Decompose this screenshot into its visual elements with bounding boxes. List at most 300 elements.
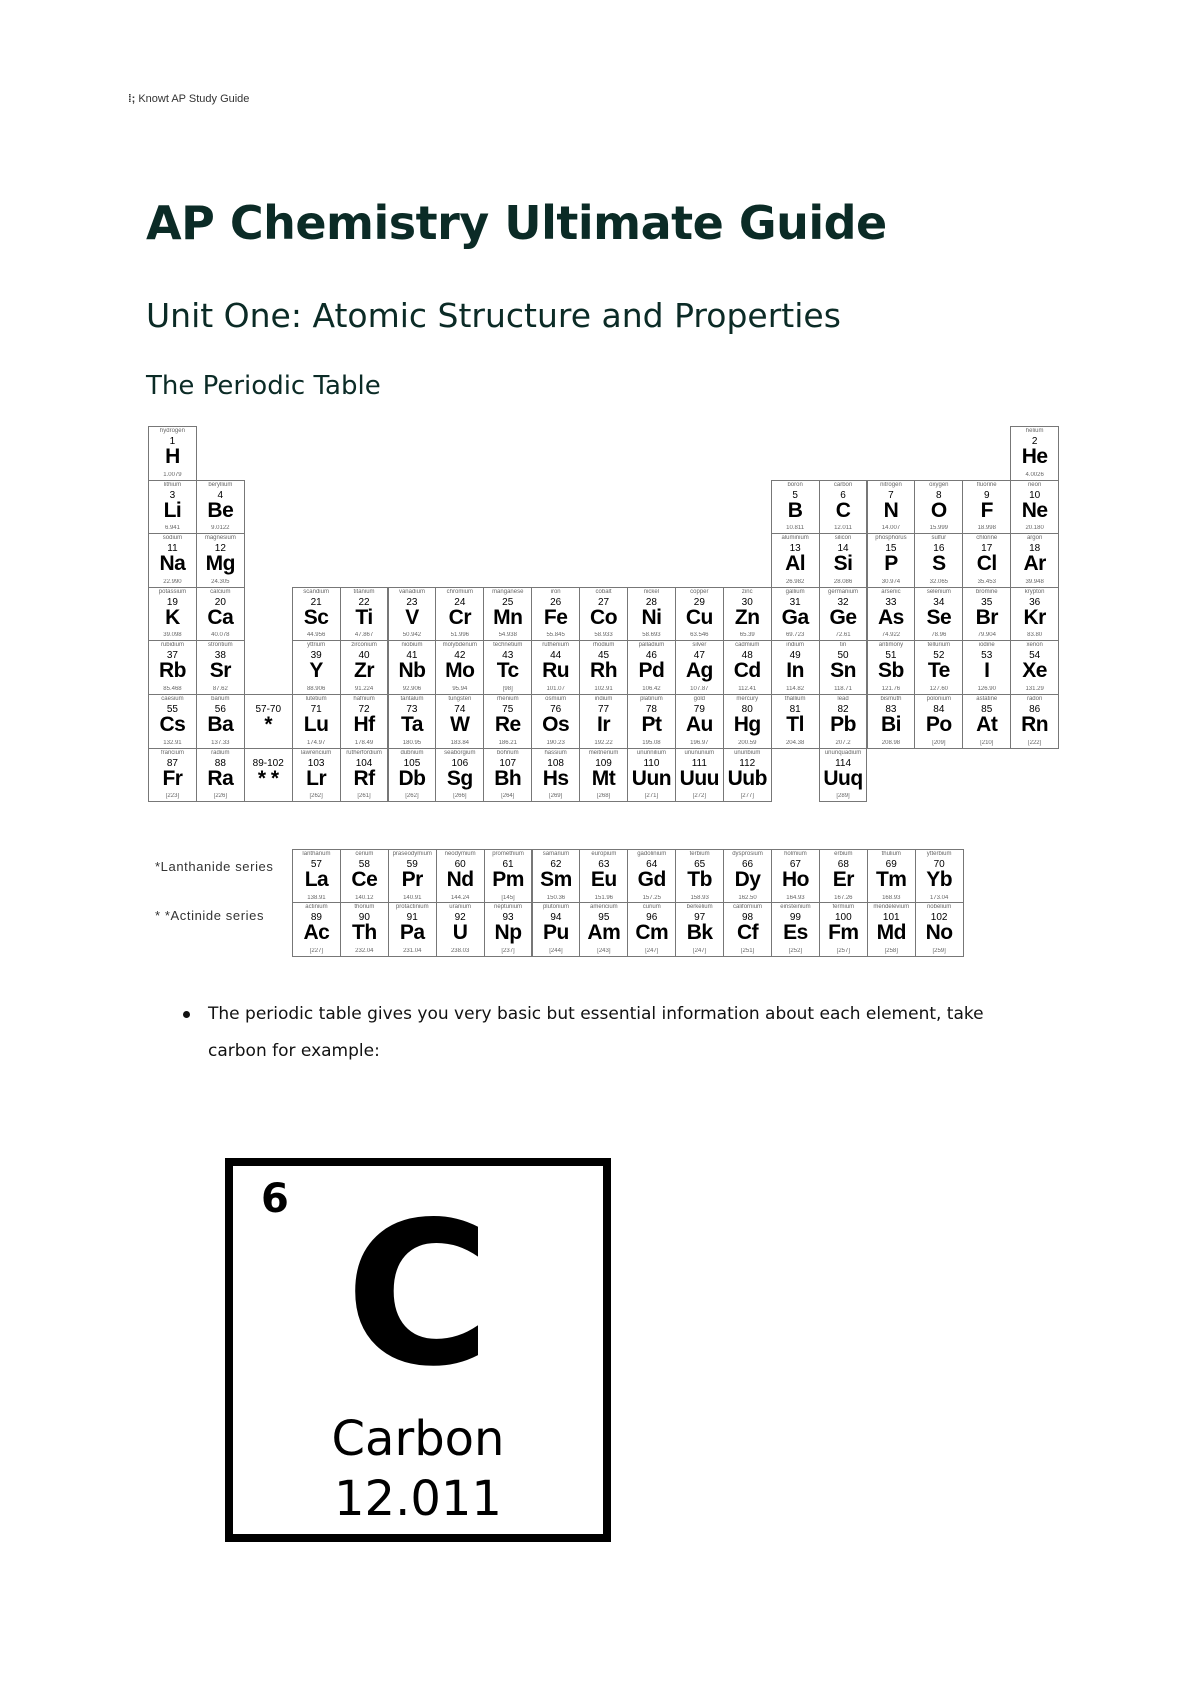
element-mass: [210]: [980, 739, 994, 746]
element-symbol: Ni: [641, 605, 662, 629]
element-mass: 151.96: [594, 894, 614, 901]
element-symbol: S: [932, 552, 946, 576]
element-symbol: Fr: [162, 766, 183, 790]
element-cell-97: [675, 902, 724, 957]
element-symbol: Pd: [638, 659, 665, 683]
element-cell-86: [1010, 694, 1059, 749]
element-name: neon: [1027, 481, 1042, 488]
element-symbol: Ca: [207, 605, 234, 629]
element-cell-23: [388, 587, 437, 642]
element-mass: 74.922: [881, 632, 901, 639]
element-name: zinc: [741, 588, 753, 595]
element-symbol: Uub: [727, 766, 767, 790]
element-number: 24: [454, 596, 466, 608]
element-mass: [266]: [453, 793, 467, 800]
element-symbol: Li: [163, 498, 182, 522]
element-number: 15: [885, 543, 897, 555]
element-number: 59: [406, 859, 418, 870]
element-number: 25: [502, 596, 514, 608]
element-symbol: No: [925, 921, 953, 944]
element-name: dubnium: [400, 749, 424, 756]
element-name: calcium: [210, 588, 231, 595]
element-name: hafnium: [353, 696, 375, 702]
element-name: ytterbium: [926, 851, 952, 857]
element-cell-65: [675, 849, 724, 904]
element-name: iron: [550, 588, 561, 595]
element-symbol: Hf: [353, 713, 375, 736]
element-number: 38: [214, 650, 226, 662]
element-mass: 168.93: [882, 894, 901, 901]
element-symbol: Kr: [1023, 605, 1046, 629]
element-symbol: Dy: [734, 868, 761, 891]
element-cell-56: [196, 694, 245, 749]
element-cell-96: [627, 902, 676, 957]
element-number: 8: [936, 489, 942, 501]
element-cell-48: [723, 640, 772, 695]
element-number: 71: [310, 704, 322, 715]
element-cell-18: [1010, 533, 1059, 588]
element-cell-37: [148, 640, 197, 695]
element-name: magnesium: [204, 535, 236, 542]
element-name: xenon: [1026, 642, 1043, 649]
element-symbol: La: [304, 868, 329, 891]
element-number: 90: [358, 912, 370, 923]
element-name: chlorine: [976, 535, 998, 542]
element-number: 32: [837, 596, 849, 608]
element-mass: [222]: [1027, 739, 1042, 746]
element-symbol: As: [878, 605, 904, 629]
element-cell-90: [340, 902, 389, 957]
element-cell-36: [1010, 587, 1059, 642]
element-mass: 51.996: [450, 632, 470, 639]
element-symbol: Uun: [631, 766, 672, 790]
element-mass: [268]: [596, 793, 611, 800]
element-cell-79: [675, 694, 724, 749]
element-symbol: Re: [494, 713, 521, 736]
element-cell-4: [196, 480, 245, 535]
element-number: 42: [454, 650, 466, 662]
element-mass: 72.61: [835, 632, 851, 639]
element-mass: 40.078: [211, 632, 230, 639]
element-mass: [226]: [213, 793, 228, 800]
element-name: niobium: [401, 642, 423, 649]
element-mass: 195.08: [642, 739, 661, 746]
element-name: thallium: [784, 696, 806, 702]
element-mass: 92.906: [402, 685, 422, 692]
element-symbol: Es: [783, 921, 808, 944]
element-symbol: Mg: [205, 552, 235, 576]
element-cell-31: [771, 587, 820, 642]
element-cell-57-70: [244, 694, 293, 749]
element-symbol: Ho: [781, 868, 809, 891]
element-mass: 208.98: [881, 739, 901, 746]
element-symbol: Lr: [306, 766, 327, 790]
element-mass: 137.33: [211, 739, 230, 746]
element-mass: 127.60: [929, 685, 949, 692]
element-cell-12: [196, 533, 245, 588]
element-mass: [261]: [357, 793, 371, 800]
element-number: 91: [406, 912, 418, 923]
element-cell-99: [771, 902, 820, 957]
element-name: helium: [1025, 428, 1044, 434]
element-mass: 174.97: [306, 739, 326, 746]
element-symbol: Pb: [830, 713, 856, 736]
element-name: technetium: [493, 642, 523, 649]
element-symbol: Er: [832, 868, 854, 891]
element-symbol: Te: [927, 659, 950, 683]
element-mass: [251]: [740, 947, 755, 954]
element-symbol: In: [786, 659, 804, 683]
element-cell-20: [196, 587, 245, 642]
element-cell-53: [962, 640, 1011, 695]
element-number: 6: [840, 489, 846, 501]
element-name: gallium: [785, 588, 805, 595]
element-symbol: Sc: [303, 605, 329, 629]
element-symbol: O: [930, 498, 947, 522]
element-name: polonium: [926, 696, 952, 702]
element-number: 109: [595, 757, 612, 769]
element-name: barium: [211, 696, 230, 702]
bullet-item: [183, 996, 1013, 1070]
element-name: vanadium: [398, 588, 425, 595]
element-symbol: Hs: [542, 766, 569, 790]
element-cell-103: [292, 748, 341, 803]
element-number: 20: [214, 596, 226, 608]
element-cell-9: [962, 480, 1011, 535]
element-symbol: Xe: [1022, 659, 1047, 683]
element-name: rutherfordium: [346, 749, 382, 756]
element-symbol: Pa: [399, 921, 425, 944]
element-cell-22: [340, 587, 389, 642]
element-symbol: Br: [975, 605, 998, 629]
element-name: tantalum: [400, 696, 424, 702]
element-mass: [264]: [501, 793, 515, 800]
element-symbol: Fe: [543, 605, 568, 629]
element-name: bromine: [975, 588, 998, 595]
element-cell-107: [483, 748, 532, 803]
element-mass: 190.23: [546, 739, 565, 746]
element-symbol: Na: [159, 552, 186, 576]
element-symbol: H: [165, 445, 180, 468]
element-name: tellurium: [927, 642, 951, 649]
element-name: potassium: [158, 588, 187, 595]
element-symbol: I: [984, 659, 990, 683]
element-cell-81: [771, 694, 820, 749]
element-symbol: Cm: [635, 921, 669, 944]
element-symbol: Tc: [496, 659, 519, 683]
element-mass: 118.71: [834, 685, 852, 692]
element-symbol: Ti: [355, 605, 373, 629]
element-cell-52: [914, 640, 963, 695]
element-cell-21: [292, 587, 341, 642]
element-symbol: Cr: [448, 605, 471, 629]
element-cell-40: [340, 640, 389, 695]
element-number: 39: [310, 650, 322, 662]
element-cell-2: [1010, 426, 1059, 481]
element-cell-105: [388, 748, 437, 803]
element-name: mercury: [736, 696, 759, 702]
element-symbol: Rb: [158, 659, 186, 683]
element-number: 17: [981, 543, 993, 555]
element-symbol: Ne: [1021, 498, 1048, 522]
element-mass: 83.80: [1027, 632, 1043, 639]
element-symbol: Bk: [686, 921, 713, 944]
element-number: 94: [550, 912, 562, 923]
element-name: fluorine: [976, 481, 997, 488]
element-number: 110: [643, 757, 660, 769]
element-name: cobalt: [595, 588, 612, 595]
element-symbol: Uuq: [823, 766, 863, 790]
element-symbol: Ar: [1023, 552, 1046, 576]
element-number: 96: [646, 912, 658, 923]
element-mass: 158.93: [690, 894, 709, 901]
element-number: 19: [166, 596, 178, 608]
element-cell-41: [388, 640, 437, 695]
element-name: nobelium: [926, 904, 952, 910]
element-name: nitrogen: [880, 481, 902, 488]
element-name: hassium: [544, 749, 567, 756]
element-name: promethium: [492, 851, 524, 857]
element-mass: 167.26: [834, 894, 853, 901]
element-name: erbium: [834, 851, 853, 857]
element-number: 57-70: [255, 704, 282, 715]
element-mass: 192.22: [594, 739, 613, 746]
element-mass: 26.982: [785, 578, 805, 585]
element-name: yttrium: [307, 642, 326, 649]
element-symbol: Cf: [736, 921, 759, 944]
element-name: terbium: [689, 851, 710, 857]
lanthanide-series-label: *Lanthanide series: [155, 859, 274, 874]
element-cell-75: [483, 694, 532, 749]
element-cell-10: [1010, 480, 1059, 535]
element-mass: 112.41: [738, 685, 757, 692]
element-name: plutonium: [542, 904, 569, 910]
carbon-name: Carbon: [331, 1411, 505, 1467]
element-number: 26: [550, 596, 562, 608]
element-cell-58: [340, 849, 389, 904]
element-symbol: V: [405, 605, 419, 629]
element-cell-104: [340, 748, 389, 803]
element-symbol: F: [980, 498, 993, 522]
element-number: 23: [406, 596, 418, 608]
element-cell-8: [914, 480, 963, 535]
element-number: 11: [167, 543, 178, 555]
element-number: 99: [789, 912, 801, 923]
element-cell-55: [148, 694, 197, 749]
element-number: 10: [1029, 489, 1041, 501]
element-mass: [247]: [692, 947, 707, 954]
element-mass: 126.90: [977, 685, 996, 692]
element-mass: 95.94: [452, 685, 468, 692]
element-mass: 78.96: [931, 632, 947, 639]
element-name: silicon: [834, 535, 852, 542]
element-number: 36: [1029, 596, 1041, 608]
element-cell-28: [627, 587, 676, 642]
element-number: 57: [310, 859, 322, 870]
carbon-atomic-number: 6: [261, 1176, 289, 1222]
element-cell-47: [675, 640, 724, 695]
element-cell-59: [388, 849, 437, 904]
element-number: 64: [646, 859, 658, 870]
element-mass: 114.82: [786, 685, 805, 692]
element-cell-112: [723, 748, 772, 803]
element-number: 112: [739, 757, 756, 769]
element-mass: 102.91: [594, 685, 613, 692]
element-symbol: Ta: [400, 713, 423, 736]
element-name: bohrium: [496, 749, 519, 756]
element-cell-95: [579, 902, 628, 957]
element-symbol: Mn: [493, 605, 523, 629]
element-number: 53: [981, 650, 993, 662]
element-cell-32: [819, 587, 868, 642]
element-symbol: Db: [398, 766, 426, 790]
element-mass: 150.36: [546, 894, 566, 901]
element-cell-11: [148, 533, 197, 588]
element-mass: [252]: [788, 947, 803, 954]
element-name: uranium: [449, 904, 471, 910]
element-number: 89-102: [252, 757, 284, 769]
element-name: zirconium: [351, 642, 377, 649]
element-number: 5: [792, 489, 798, 501]
element-cell-102: [915, 902, 964, 957]
element-name: krypton: [1024, 588, 1045, 595]
element-cell-67: [771, 849, 820, 904]
element-number: 44: [550, 650, 562, 662]
element-symbol: Au: [685, 713, 713, 736]
element-number: 27: [597, 596, 610, 608]
element-number: 62: [550, 859, 562, 870]
element-number: 103: [307, 757, 325, 769]
element-name: berkelium: [686, 904, 713, 910]
element-name: astatine: [976, 696, 998, 702]
element-name: actinium: [305, 904, 328, 910]
element-name: lithium: [163, 481, 182, 488]
element-mass: 18.998: [977, 525, 996, 532]
element-cell-24: [435, 587, 484, 642]
element-name: samarium: [542, 851, 570, 857]
element-name: platinum: [640, 696, 663, 702]
element-name: chromium: [446, 588, 473, 595]
element-cell-68: [819, 849, 868, 904]
element-name: palladium: [638, 642, 665, 649]
element-symbol: Bi: [880, 713, 901, 736]
element-number: 81: [789, 704, 801, 715]
element-cell-26: [531, 587, 580, 642]
element-symbol: Cu: [685, 605, 713, 629]
bullet-dot: [183, 1011, 190, 1018]
element-cell-3: [148, 480, 197, 535]
element-number: 33: [885, 596, 897, 608]
element-cell-109: [579, 748, 628, 803]
element-symbol: Zr: [354, 659, 375, 683]
element-mass: 173.04: [929, 894, 949, 901]
element-name: gadolinium: [637, 851, 667, 857]
element-number: 74: [454, 704, 466, 715]
element-name: silver: [692, 642, 707, 649]
element-number: 106: [451, 757, 469, 769]
element-mass: 87.62: [212, 685, 228, 692]
element-name: osmium: [545, 696, 567, 702]
element-symbol: Co: [590, 605, 618, 629]
element-cell-111: [675, 748, 724, 803]
element-number: 4: [217, 489, 224, 501]
element-cell-34: [914, 587, 963, 642]
element-number: 70: [933, 859, 945, 870]
element-symbol: B: [787, 498, 803, 522]
element-number: 37: [166, 650, 178, 662]
element-name: seaborgium: [444, 749, 476, 756]
page-header: [128, 93, 249, 105]
element-mass: 55.845: [546, 632, 565, 639]
element-mass: [247]: [645, 947, 659, 954]
element-name: arsenic: [881, 588, 901, 595]
element-mass: [277]: [740, 793, 754, 800]
element-cell-27: [579, 587, 628, 642]
element-cell-66: [723, 849, 772, 904]
element-number: 51: [885, 650, 897, 662]
element-name: copper: [690, 588, 709, 595]
element-symbol: Md: [876, 921, 906, 944]
element-mass: 180.95: [402, 739, 422, 746]
element-mass: 79.904: [977, 632, 996, 639]
element-number: 22: [358, 596, 370, 608]
element-number: 92: [454, 912, 466, 923]
element-number: 35: [981, 596, 993, 608]
element-number: 55: [166, 704, 178, 715]
element-cell-101: [867, 902, 916, 957]
element-mass: 20.180: [1025, 525, 1044, 532]
element-cell-57: [292, 849, 341, 904]
element-symbol: Mo: [445, 659, 475, 683]
element-number: 41: [406, 650, 418, 662]
element-cell-83: [867, 694, 916, 749]
element-symbol: Ce: [351, 868, 378, 891]
element-symbol: C: [835, 498, 851, 522]
element-mass: 15.999: [929, 525, 949, 532]
element-symbol: Tl: [786, 713, 804, 736]
element-mass: 44.956: [306, 632, 326, 639]
element-name: californium: [733, 904, 763, 910]
element-number: 61: [502, 859, 514, 870]
element-name: strontium: [207, 642, 233, 649]
element-number: 21: [310, 596, 322, 608]
element-number: 69: [885, 859, 897, 870]
element-cell-76: [531, 694, 580, 749]
element-mass: 204.38: [785, 739, 805, 746]
element-cell-80: [723, 694, 772, 749]
element-symbol: Nd: [446, 868, 474, 891]
element-mass: 30.974: [881, 578, 901, 585]
element-symbol: Ra: [207, 766, 234, 790]
element-mass: 6.941: [164, 525, 180, 532]
element-symbol: * *: [257, 766, 279, 790]
element-number: 88: [214, 757, 226, 769]
element-symbol: Sr: [209, 659, 231, 683]
element-name: aluminium: [781, 535, 809, 542]
element-mass: 58.933: [594, 632, 613, 639]
element-mass: 50.942: [402, 632, 422, 639]
element-name: titanium: [353, 588, 375, 595]
element-symbol: K: [165, 605, 180, 629]
element-symbol: Cl: [976, 552, 997, 576]
element-cell-25: [483, 587, 532, 642]
element-cell-110: [627, 748, 676, 803]
element-name: germanium: [828, 588, 859, 595]
element-symbol: Uuu: [679, 766, 719, 790]
element-symbol: Se: [926, 605, 952, 629]
element-name: iodine: [978, 642, 995, 649]
element-name: neodymium: [444, 851, 476, 857]
